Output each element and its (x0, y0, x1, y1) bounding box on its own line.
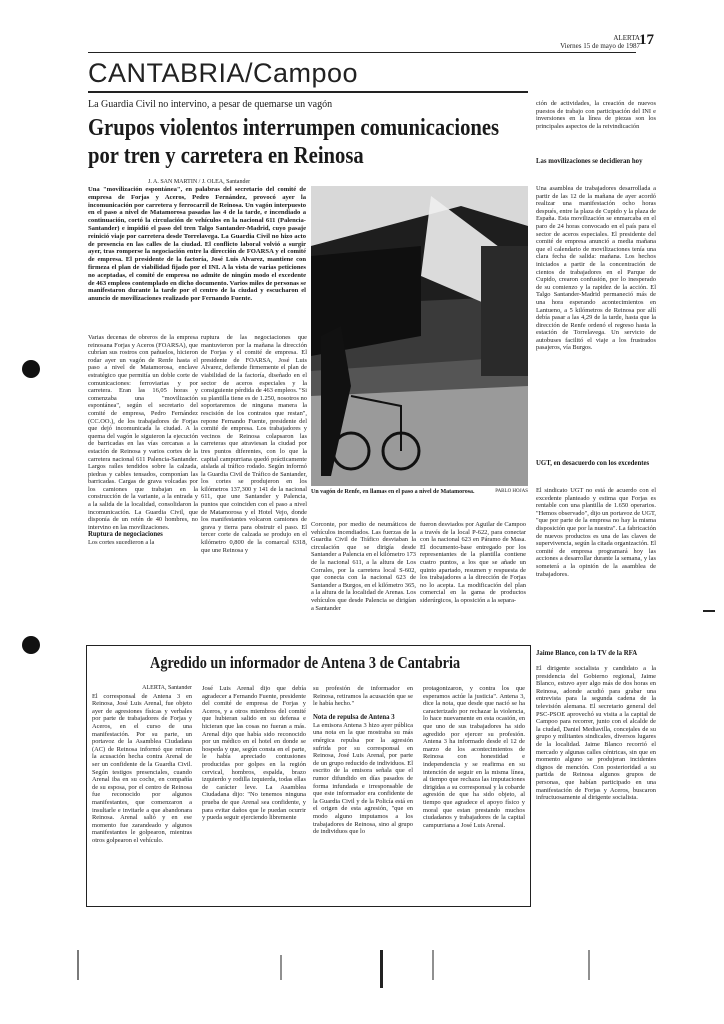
article-headline (88, 114, 500, 170)
subhead-text: Jaime Blanco, con la TV de la RFA (536, 650, 638, 657)
headline-line-1: Grupos violentos interrumpen comunicaciones (88, 115, 500, 141)
column-text: La emisora Antena 3 hizo ayer pública una nota en la que mostraba su más enérgica repulsa por la agresión sufrida por su corresponsal en Reinosa, José Luis Arenal, por parte de un grupo reducido de individuos. El escrito de la emisora señala que el rumor difundido en días pasados de forma infundada e irresponsable de que este informador era confidente de la Guardia Civil y de la Policía está en el origen de esta agresión, "que en modo alguno imputamos a los trabajadores de Reinosa, sino al grupo de individuos que lo (313, 721, 413, 836)
article-column-4: fueron desviados por Aguilar de Campoo a través de la local P-622, para conectar con la nacional 623 en Páramo de Masa. El documento-base entregado por los representantes de la plantilla contiene cuatro puntos, a los que se añade un quinto apartado, resumen y respuesta de los trabajadores a la dirección de Forjas no lo acepta. La modificación del plan comercial en la gama de productos siderúrgicos, la oposición a la separa- (420, 521, 526, 604)
photo-caption (311, 489, 528, 495)
caption-text: Un vagón de Renfe, en llamas en el paso a nivel de Matamorosa. (311, 489, 475, 495)
column-text: Los cortes sucedieron a la (88, 539, 155, 547)
article-column-6: El dirigente socialista y candidato a la presidencia del Gobierno regional, Jaime Blanco, estuvo ayer algo más de dos horas en Reinosa, adonde acudió para grabar una entrevista para la segunda cadena de la televisión alemana. El secretario general del PSC-PSOE aprovechó su visita a la capital de Campoo para recorrer, junto con el alcalde de la ciudad, Daniel Mediavilla, concejales de su grupo y militantes sindicales, diversos lugares de la localidad. Jaime Blanco recorrió el mercado y algunas calles céntricas, sin que en momento alguno se produjeran incidentes dignos de mención. Con posterioridad a su partida de Reinosa algunos grupos de personas, que habían participado en una manifestación de Forjas y Aceros, buscaron infructuosamente al dirigente socialista. (536, 665, 656, 802)
scan-speck (588, 950, 590, 980)
subhead-jaime-blanco (536, 650, 656, 658)
punch-hole-top (22, 360, 40, 378)
article-byline: J. A. SAN MARTIN / J. OLEA, Santander (148, 179, 251, 185)
scan-speck (280, 955, 282, 980)
scan-speck (432, 950, 434, 980)
article-lead: Una "movilización espontánea", en palabras del secretario del comité de empresa de Forjas y Aceros, Pedro Fernández, provocó ayer la incomunicación por carretera y ferrocarril de Reinosa. Un vagón interpuesto en el paso a nivel de Matamorosa pasadas las 4 de la tarde, e incendiado a continuación, cortó la circulación de vehículos en la nacional 611 (Palencia-Santander) e impidió el paso del tren Talgo Santander-Madrid, cuyo pasaje reinició viaje por carretera desde Torrelavega. La Guardia Civil no hizo acto de presencia en las calles de la ciudad. El conflicto laboral volvió a surgir ayer, tras romperse la negociación entre la dirección de FOARSA y el comité de empresa. El presidente de la factoría, José Luis Alvarez, mantiene con firmeza el plan de viabilidad fijado por el INI. A la vista de varias peticiones no aceptadas, el comité de empresa no admite de ningún modo el excedente de 463 empleos contemplado en dicho documento. Varios miles de personas se manifestaron durante la tarde por el centro de la ciudad y escucharon el anuncio de movilizaciones realizado por Fernando Fuente. (88, 186, 306, 303)
section-rule (88, 91, 528, 93)
subhead-text: Las movilizaciones se decidieran hoy (536, 158, 643, 165)
article-kicker: La Guardia Civil no intervino, a pesar de quemarse un vagón (88, 99, 333, 110)
column-text: su profesión de informador en Reinosa, retiramos la acusación que se le había hecho." (313, 685, 413, 708)
photo-credit: PABLO HOJAS (495, 489, 528, 494)
column-text: El corresponsal de Antena 3 en Reinosa, José Luis Arenal, fue objeto ayer de agresiones físicas y verbales por parte de trabajadores de Forjas y Aceros, en el curso de una manifestación. Por su parte, un portavoz de la Asamblea Ciudadana (AC) de Reinosa informó que retiran la acusación hecha contra Arenal de ser un confidente de la Guardia Civil. Según testigos presenciales, cuando Arenal iba en su coche, en compañía de su esposa, por el centro de Reinosa fue reconocido por algunos manifestantes, que comenzaron a insultarle e invitarle a que abandonara Reinosa. Arenal salió y en ese momento fue zarandeado y algunos manifestantes le golpearon, mientras otros golpearon el vehículo. (92, 692, 192, 844)
article-column-5: Una asamblea de trabajadores desarrollada a partir de las 12 de la mañana de ayer acordó realizar una manifestación ocho horas después, entre la plaza de Cupido y la plaza de España. Esta movilización se enmarcaba en el paro de 24 horas convocado en el país para el sector de aceros especiales. El presidente del comité de empresa anunció a media mañana que el calendario de movilizaciones tenía una clara fecha de salida: mañana. Los hechos iniciados a partir de la concentración de cientos de trabajadores en el Parque de Cupido, crearon confusión, por lo inesperado de su comienzo y la rapidez de la acción. El Talgo Santander-Madrid permaneció más de una hora esperando acontecimientos en Lantueno, a 5 kilómetros de Reinosa por allí debía pasar a las 4,29 de la tarde, hasta que la dirección de Renfe ordenó el regreso hasta la estación de Torrelavega. Un servicio de autobuses facilitó el viaje a los frustrados pasajeros, vía Burgos. (536, 185, 656, 352)
box-column-2: José Luis Arenal dijo que debía agradecer a Fernando Fuente, presidente del comité de empresa de Forjas y Aceros, y a otros miembros del comité que hubieran salido en su defensa e hicieran que las cosas no fueran a más. Arenal dijo que había sido reconocido por un médico en el hotel en donde se hospeda y que, según consta en el parte, le había apreciado contusiones producidas por golpes en la región cervical, hombros, espalda, brazo izquierdo y rodilla izquierda, todas ellas de carácter leve. La Asamblea Ciudadana dijo: "No tenemos ninguna prueba de que Arenal sea confidente, y para evitar daños que le puedan ocurrir y pueda seguir ejerciendo libremente (202, 685, 306, 822)
box-column-3 (313, 685, 413, 900)
subhead-text: UGT, en desacuerdo con los excedentes (536, 460, 650, 467)
headline-line-2: por tren y carretera en Reinosa (88, 143, 364, 169)
article-column-5c: El sindicato UGT no está de acuerdo con el excedente planteado y estima que Forjas es rentable con una plantilla de 1.650 operarios. "Hemos observado", dijo un portavoz de UGT, "que por parte de la empresa no hay la misma disposición que por la nuestra". La fabricación de nuevos productos es una de las claves de supervivencia, según la citada organización. El comité de empresa programará hoy las acciones a desarrollar durante la semana, y las someterá a la opinión de la asamblea de trabajadores. (536, 487, 656, 578)
box-column-4: protagonizaron, y contra los que esperamos actúe la justicia". Antena 3, dice la nota, que desde que nació se ha caracterizado por rechazar la violencia, lo hace nuevamente en esta ocasión, en que uno de sus trabajadores ha sido agredido por ejercer su profesión. Antena 3 ha informado desde el 12 de marzo de los acontecimientos de Reinosa con honestidad e independencia y se reafirma en su intención de seguir en la misma línea, al tiempo que rechaza las imputaciones dirigidas a su corresponsal y la cobarde agresión de que ha sido objeto, al tiempo que agradece el apoyo físico y moral que estan prestando muchos ciudadanos y trabajadores de la capital campurriana a José Luis Arenal. (423, 685, 525, 829)
box-byline: ALERTA, Santander (142, 685, 192, 691)
box-subhead: Nota de repulsa de Antena 3 (313, 713, 395, 721)
subhead-movilizaciones (536, 158, 656, 166)
page-number: 17 (639, 32, 654, 48)
paper-name: ALERTA (613, 34, 640, 42)
masthead (560, 34, 640, 50)
subhead-ugt (536, 460, 656, 468)
subhead-ruptura: Ruptura de negociaciones (88, 531, 163, 539)
box-headline: Agredido un informador de Antena 3 de Cantabria (150, 653, 461, 672)
scan-speck (77, 950, 79, 980)
box-column-1 (92, 685, 192, 900)
photo-burning-wagon (311, 186, 528, 486)
article-column-3: Corconte, por medio de neumáticos de vehículos incendiados. Las fuerzas de la Guardia Civil de Tráfico desviaban la circulación que se dirigía desde Santander a Palencia en el kilómetro 173 de la nacional 611, a la altura de Los Corrales, por la carretera local S-602, que conecta con la nacional 623 de Santander a Burgos, en el kilómetro 365, a la altura de la localidad de Arenas. Los vehículos que desde Palencia se dirigían a Santander (311, 521, 416, 612)
article-column-1 (88, 334, 198, 642)
top-rule (88, 52, 636, 53)
issue-date: Viernes 15 de mayo de 1987 (560, 42, 640, 50)
article-column-5-top: ción de actividades, la creación de nuevos puestos de trabajo con participación del INI e inversiones en la línea de piezas son los principales aspectos de la reivindicación (536, 100, 656, 130)
article-column-2: ruptura de las negociaciones que mantuvieron por la mañana la dirección de Forjas y el comité de empresa. El presidente de FOARSA, José Luis Alvarez, defiende firmemente el plan de viabilidad de la factoría, diseñado en el sector de aceros especiales y la consiguiente pérdida de 463 empleos. "Si su plantilla tiene es de 1.250, nosotros no soportaremos de ninguna manera la rescisión de los contratos que restan", repone Fernando Fuente, presidente del comité de empresa. Los trabajadores y vecinos de Reinosa colapsaron las carreteras que atraviesan la ciudad por tres puntos diferentes, con lo que la capital campurriana quedó prácticamente aislada al tráfico rodado. Según informó la Guardia Civil de Tráfico de Santander, los cortes se produjeron en los kilómetros 137,300 y 141 de la nacional 611, que une Santander y Palencia, puntos que coinciden con el paso a nivel de Matamorosa y el Hotel Vejo, donde los manifestantes volcaron camiones de grava y tierra para obstruir el paso. El tercer corte de calzada se produjo en el kilómetro 0,800 de la comarcal 6318, que une Reinosa y (201, 334, 307, 554)
section-title: CANTABRIA/Campoo (88, 58, 359, 88)
scan-speck (703, 610, 715, 612)
column-text: Varias decenas de obreros de la empresa reinosana Forjas y Aceros (FOARSA), que cubrían sus rostros con pañuelos, hicieron rodar ayer un vagón de Renfe hasta el paso a nivel de Matamorosa, enclave estratégico que permitía un doble corte de comunicaciones: ferroviarias y por carretera. Eran las 16,05 horas y comenzaba una "movilización espontánea", según el secretario del comité de empresa, Pedro Fernández (CC.OO.), de los trabajadores de Forjas que dejó incomunicada la ciudad. A la quema del vagón le siguieron la ejecución de barricadas en las vías cercanas a la estación de Reinosa y varios cortes de la carretera nacional 611 Palencia-Santander. Largos raíles tendidos sobre la calzada, piedras y cables tensados, componían las barricadas. Cargas de grava volcadas por los camiones que trabajan en la construcción de la variante, a la entrada y a la salida de la localidad, consolidaron la incomunicación. La Guardia Civil, que disponía de un retén de 40 hombres, no intervino en las movilizaciones. (88, 334, 198, 531)
punch-hole-bottom (22, 636, 40, 654)
scan-speck (380, 950, 383, 988)
photo-illustration (311, 186, 528, 486)
